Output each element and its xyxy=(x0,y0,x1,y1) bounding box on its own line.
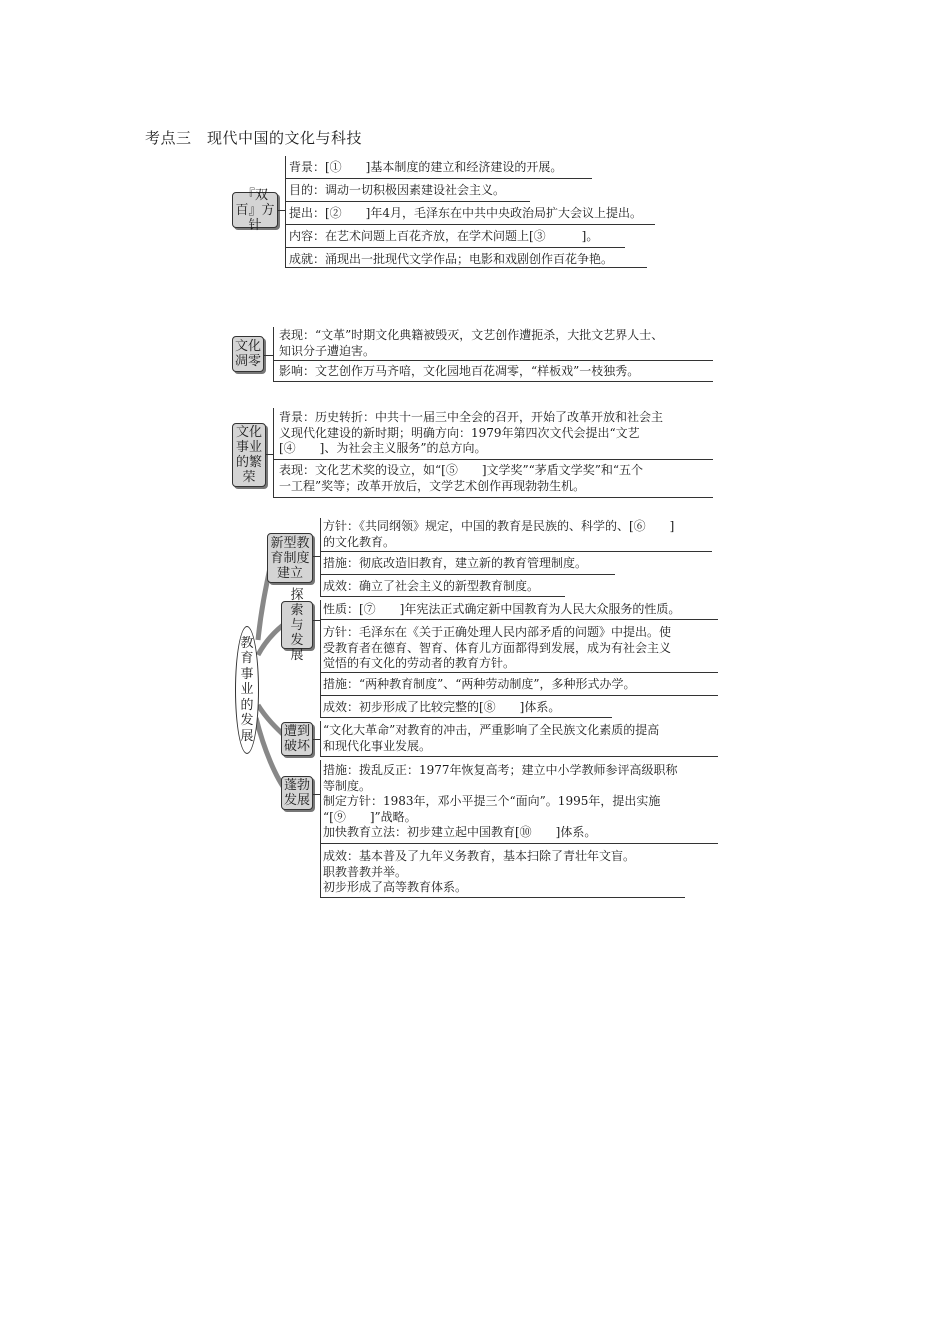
underline xyxy=(320,695,718,696)
group-label: 蓬勃发展 xyxy=(283,778,310,808)
jiaoyu-label: 教育事业的发展 xyxy=(240,635,254,744)
underline xyxy=(320,897,685,898)
fanrong-label: 文化事业的繁荣 xyxy=(235,425,262,485)
fanrong-item-performance: 表现：文化艺术奖的设立，如“[⑤ ]文学奖”“茅盾文学奖”和“五个 一工程”奖等；改革开放后，文学艺术创作再现勃勃生机。 xyxy=(279,463,644,493)
underline xyxy=(320,619,718,620)
connector-line xyxy=(313,739,320,740)
group1-item-result: 成效：确立了社会主义的新型教育制度。 xyxy=(323,579,540,593)
shuangbai-item-bg: 背景：[① ]基本制度的建立和经济建设的开展。 xyxy=(289,160,563,174)
diaoling-item-performance: 表现：“文革”时期文化典籍被毁灭，文艺创作遭扼杀，大批文艺界人士、 知识分子遭迫害。 xyxy=(279,328,664,358)
page-title: 考点三 现代中国的文化与科技 xyxy=(145,129,363,147)
shuangbai-item-purpose: 目的：调动一切积极因素建设社会主义。 xyxy=(289,183,506,197)
shuangbai-item-content: 内容：在艺术问题上百花齐放，在学术问题上[③ ]。 xyxy=(289,229,599,243)
underline xyxy=(320,756,718,757)
bracket-line xyxy=(320,600,321,718)
connector-line xyxy=(313,620,320,621)
shuangbai-item-achieve: 成就：涌现出一批现代文学作品；电影和戏剧创作百花争艳。 xyxy=(289,252,614,266)
diaoling-label: 文化凋零 xyxy=(234,339,261,369)
group2-item-policy: 方针：毛泽东在《关于正确处理人民内部矛盾的问题》中提出。使 受教育者在德育、智育、体育儿方面都得到发展，成为有社会主义 觉悟的有文化的劳动者的教育方针。 xyxy=(323,625,672,670)
group4-item-measures: 措施：拨乱反正：1977年恢复高考；建立中小学教师参评高级职称 等制度。 制定方针：1983年，邓小平提三个“面向”。1995年，提出实施 “[⑨ ]”战略。 加快教育立法：初步建立起中国教育[⑩ ]体系。 xyxy=(323,763,678,839)
underline xyxy=(320,717,612,718)
group-label: 新型教育制度建立 xyxy=(270,535,310,581)
underline xyxy=(320,672,718,673)
group-label-box-pengbo xyxy=(281,776,313,810)
connector-line xyxy=(313,794,320,795)
group-label-box-xinxing xyxy=(267,533,313,583)
shuangbai-label: 『双百』方针 xyxy=(235,187,275,233)
underline xyxy=(320,551,712,552)
group4-item-results: 成效：基本普及了九年义务教育，基本扫除了青壮年文盲。 职教普教并举。 初步形成了高等教育体系。 xyxy=(323,849,636,894)
group1-item-measure: 措施：彻底改造旧教育，建立新的教育管理制度。 xyxy=(323,556,588,570)
bracket-line xyxy=(320,518,321,596)
connector-line xyxy=(313,556,320,557)
fanrong-item-background: 背景：历史转折：中共十一届三中全会的召开，开始了改革开放和社会主 义现代化建设的新时期；明确方向：1979年第四次文代会提出“文艺 [④ ]、为社会主义服务”的总方向。 xyxy=(279,410,664,455)
diaoling-item-impact: 影响：文艺创作万马齐喑，文化园地百花凋零，“样板戏”一枝独秀。 xyxy=(279,364,640,378)
shuangbai-item-proposed: 提出：[② ]年4月，毛泽东在中共中央政治局扩大会议上提出。 xyxy=(289,206,643,220)
group1-item-policy: 方针：《共同纲领》规定，中国的教育是民族的、科学的、[⑥ ] 的文化教育。 xyxy=(323,519,675,549)
bracket-line xyxy=(320,760,321,897)
underline xyxy=(320,843,718,844)
group-label: 遭到破坏 xyxy=(283,724,310,754)
bracket-line xyxy=(320,721,321,757)
group2-item-measure: 措施：“两种教育制度”、“两种劳动制度”，多种形式办学。 xyxy=(323,677,636,691)
group2-item-nature: 性质：[⑦ ]年宪法正式确定新中国教育为人民大众服务的性质。 xyxy=(323,602,681,616)
group-label: 探索与发展 xyxy=(290,587,304,663)
group-label-box-pohuai xyxy=(281,722,313,756)
group-label-box-tansuo xyxy=(281,587,313,663)
group2-item-result: 成效：初步形成了比较完整的[⑧ ]体系。 xyxy=(323,700,561,714)
underline xyxy=(320,574,615,575)
underline xyxy=(320,596,565,597)
group3-item: “文化大革命”对教育的冲击，严重影响了全民族文化素质的提高 和现代化事业发展。 xyxy=(323,723,660,753)
jiaoyu-root-oval xyxy=(235,626,259,754)
